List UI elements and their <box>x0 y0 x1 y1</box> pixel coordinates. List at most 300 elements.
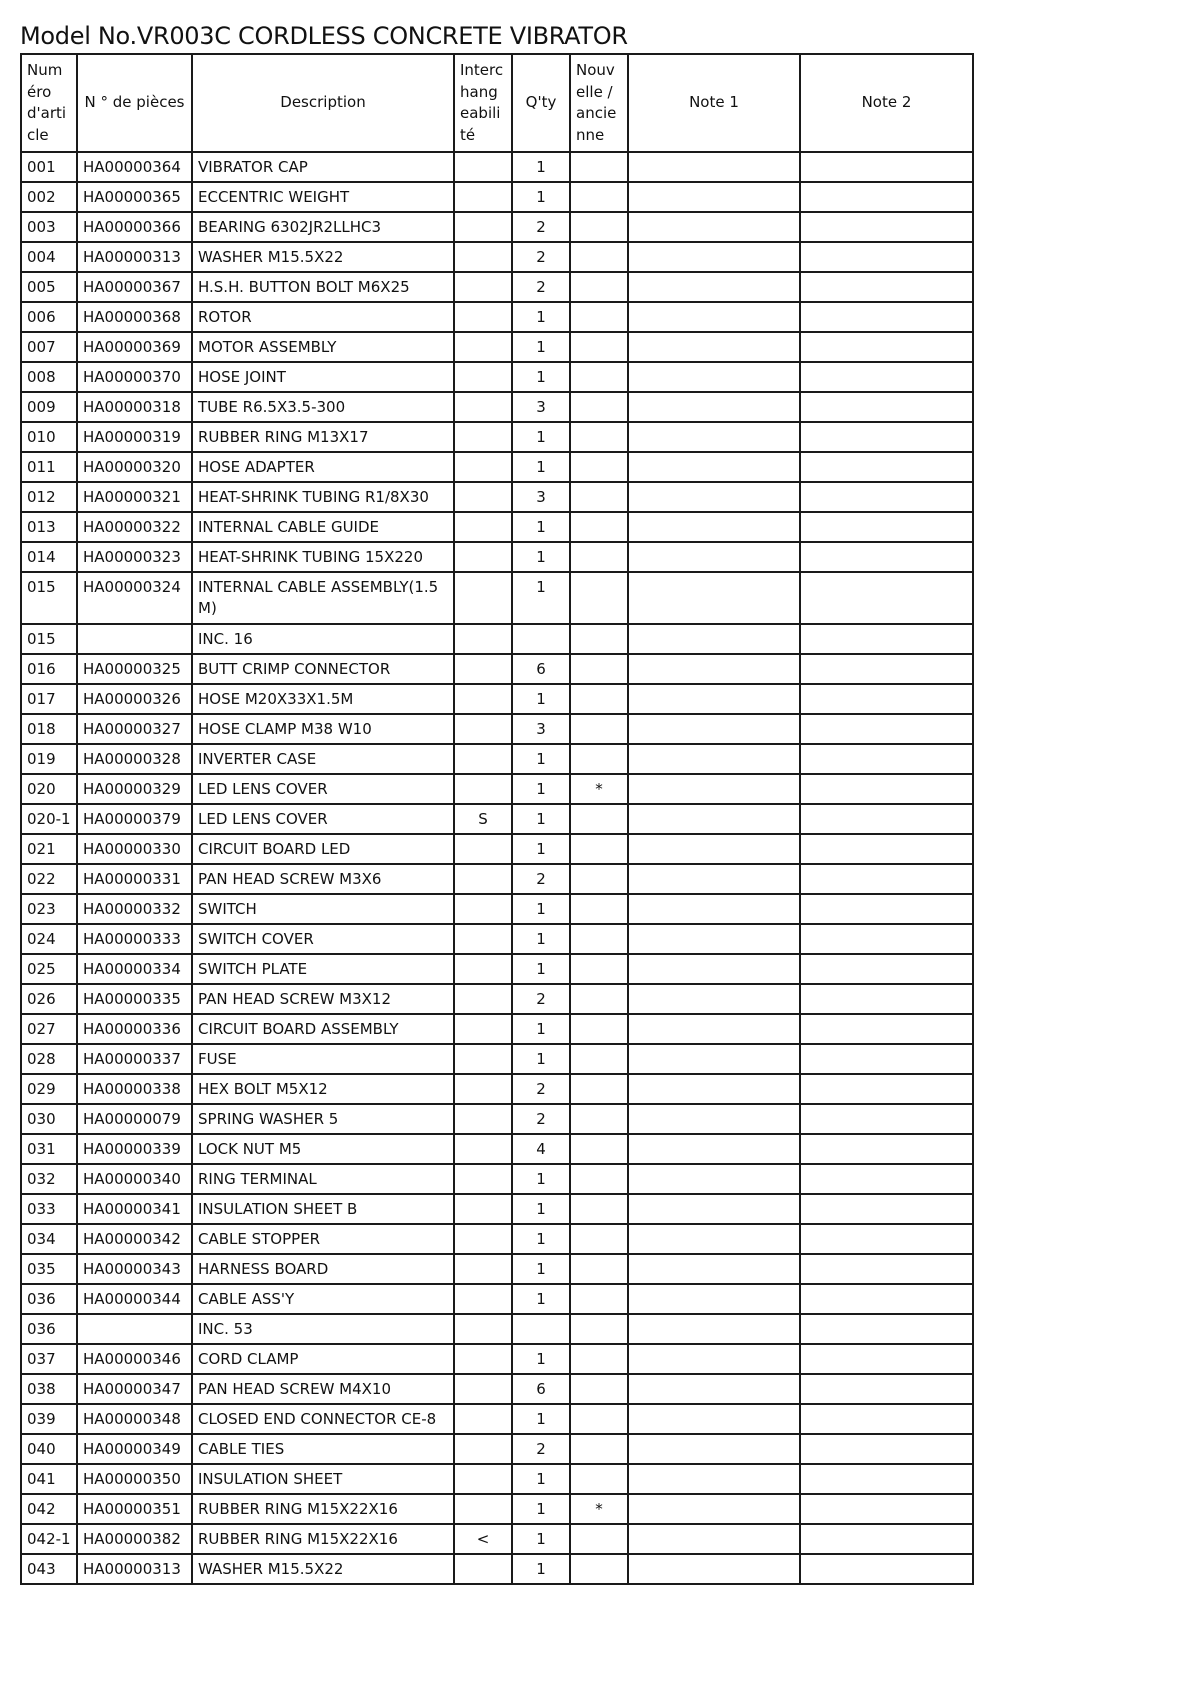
cell-item-number: 031 <box>21 1134 77 1164</box>
cell-interchangeability <box>454 1044 512 1074</box>
cell-note-2 <box>800 512 973 542</box>
cell-new-old <box>570 302 628 332</box>
cell-new-old <box>570 242 628 272</box>
cell-description: SPRING WASHER 5 <box>192 1104 454 1134</box>
cell-note-1 <box>628 212 800 242</box>
cell-note-2 <box>800 272 973 302</box>
cell-quantity: 2 <box>512 864 570 894</box>
cell-part-number: HA00000323 <box>77 542 192 572</box>
cell-item-number: 011 <box>21 452 77 482</box>
cell-quantity: 2 <box>512 212 570 242</box>
table-row <box>21 1404 973 1434</box>
cell-note-2 <box>800 482 973 512</box>
cell-note-1 <box>628 624 800 654</box>
table-row <box>21 1554 973 1584</box>
table-body <box>21 152 973 1584</box>
cell-note-2 <box>800 624 973 654</box>
cell-note-1 <box>628 1464 800 1494</box>
cell-item-number: 035 <box>21 1254 77 1284</box>
header-part-number: N ° de pièces <box>77 54 192 152</box>
cell-note-1 <box>628 482 800 512</box>
cell-note-2 <box>800 1224 973 1254</box>
cell-note-2 <box>800 1314 973 1344</box>
document-title: Model No.VR003C CORDLESS CONCRETE VIBRATOR <box>20 22 628 50</box>
cell-item-number: 032 <box>21 1164 77 1194</box>
cell-quantity: 1 <box>512 1524 570 1554</box>
cell-item-number: 030 <box>21 1104 77 1134</box>
cell-interchangeability <box>454 714 512 744</box>
cell-note-2 <box>800 542 973 572</box>
cell-new-old <box>570 1194 628 1224</box>
cell-note-2 <box>800 1044 973 1074</box>
cell-new-old <box>570 1524 628 1554</box>
cell-note-2 <box>800 182 973 212</box>
cell-interchangeability <box>454 572 512 624</box>
cell-description: HEX BOLT M5X12 <box>192 1074 454 1104</box>
cell-part-number: HA00000079 <box>77 1104 192 1134</box>
cell-item-number: 016 <box>21 654 77 684</box>
cell-description: INSULATION SHEET B <box>192 1194 454 1224</box>
cell-new-old <box>570 834 628 864</box>
cell-part-number: HA00000349 <box>77 1434 192 1464</box>
cell-interchangeability <box>454 452 512 482</box>
cell-interchangeability <box>454 542 512 572</box>
cell-new-old <box>570 152 628 182</box>
cell-new-old <box>570 362 628 392</box>
cell-new-old <box>570 1434 628 1464</box>
cell-description: HARNESS BOARD <box>192 1254 454 1284</box>
header-note-2: Note 2 <box>800 54 973 152</box>
table-row <box>21 1014 973 1044</box>
cell-description: CIRCUIT BOARD ASSEMBLY <box>192 1014 454 1044</box>
cell-note-1 <box>628 654 800 684</box>
cell-item-number: 017 <box>21 684 77 714</box>
cell-new-old <box>570 984 628 1014</box>
table-row <box>21 1134 973 1164</box>
cell-note-1 <box>628 864 800 894</box>
cell-part-number: HA00000366 <box>77 212 192 242</box>
cell-new-old <box>570 624 628 654</box>
table-row <box>21 804 973 834</box>
cell-part-number: HA00000382 <box>77 1524 192 1554</box>
cell-part-number: HA00000337 <box>77 1044 192 1074</box>
cell-quantity: 1 <box>512 804 570 834</box>
cell-quantity <box>512 1314 570 1344</box>
cell-description: INC. 16 <box>192 624 454 654</box>
table-row <box>21 1314 973 1344</box>
cell-quantity: 1 <box>512 924 570 954</box>
cell-item-number: 003 <box>21 212 77 242</box>
table-row <box>21 1524 973 1554</box>
cell-note-2 <box>800 894 973 924</box>
cell-note-1 <box>628 1434 800 1464</box>
cell-interchangeability <box>454 422 512 452</box>
cell-part-number: HA00000351 <box>77 1494 192 1524</box>
cell-description: CIRCUIT BOARD LED <box>192 834 454 864</box>
cell-note-1 <box>628 1524 800 1554</box>
cell-quantity: 1 <box>512 834 570 864</box>
cell-quantity: 1 <box>512 1254 570 1284</box>
cell-interchangeability <box>454 1104 512 1134</box>
cell-new-old: * <box>570 1494 628 1524</box>
cell-note-1 <box>628 392 800 422</box>
cell-quantity: 1 <box>512 1554 570 1584</box>
table-row <box>21 542 973 572</box>
cell-new-old <box>570 212 628 242</box>
cell-part-number <box>77 624 192 654</box>
cell-new-old <box>570 542 628 572</box>
cell-quantity: 1 <box>512 894 570 924</box>
cell-part-number: HA00000370 <box>77 362 192 392</box>
cell-part-number: HA00000336 <box>77 1014 192 1044</box>
cell-part-number: HA00000379 <box>77 804 192 834</box>
cell-interchangeability <box>454 1554 512 1584</box>
cell-interchangeability <box>454 1134 512 1164</box>
cell-note-2 <box>800 1464 973 1494</box>
cell-item-number: 040 <box>21 1434 77 1464</box>
cell-quantity: 1 <box>512 1194 570 1224</box>
cell-note-2 <box>800 362 973 392</box>
cell-note-1 <box>628 152 800 182</box>
table-row <box>21 654 973 684</box>
cell-item-number: 015 <box>21 624 77 654</box>
header-note-1: Note 1 <box>628 54 800 152</box>
cell-item-number: 039 <box>21 1404 77 1434</box>
cell-note-2 <box>800 984 973 1014</box>
cell-item-number: 038 <box>21 1374 77 1404</box>
cell-description: HOSE JOINT <box>192 362 454 392</box>
cell-quantity: 1 <box>512 1284 570 1314</box>
cell-part-number: HA00000322 <box>77 512 192 542</box>
table-row <box>21 864 973 894</box>
cell-note-1 <box>628 1224 800 1254</box>
cell-note-2 <box>800 1014 973 1044</box>
cell-description: CABLE ASS'Y <box>192 1284 454 1314</box>
cell-new-old <box>570 1224 628 1254</box>
cell-note-1 <box>628 1254 800 1284</box>
cell-note-1 <box>628 1314 800 1344</box>
cell-item-number: 033 <box>21 1194 77 1224</box>
cell-interchangeability <box>454 954 512 984</box>
cell-description: ROTOR <box>192 302 454 332</box>
table-row <box>21 1284 973 1314</box>
cell-quantity: 3 <box>512 392 570 422</box>
cell-part-number: HA00000313 <box>77 242 192 272</box>
cell-description: HOSE CLAMP M38 W10 <box>192 714 454 744</box>
cell-part-number: HA00000367 <box>77 272 192 302</box>
cell-new-old <box>570 392 628 422</box>
table-row <box>21 774 973 804</box>
cell-interchangeability <box>454 834 512 864</box>
cell-note-2 <box>800 1524 973 1554</box>
cell-description: PAN HEAD SCREW M3X6 <box>192 864 454 894</box>
cell-description: SWITCH PLATE <box>192 954 454 984</box>
table-row <box>21 302 973 332</box>
cell-new-old <box>570 1284 628 1314</box>
cell-description: ECCENTRIC WEIGHT <box>192 182 454 212</box>
cell-item-number: 012 <box>21 482 77 512</box>
table-row <box>21 1344 973 1374</box>
cell-interchangeability <box>454 684 512 714</box>
table-row <box>21 954 973 984</box>
cell-part-number: HA00000346 <box>77 1344 192 1374</box>
cell-part-number: HA00000327 <box>77 714 192 744</box>
cell-item-number: 018 <box>21 714 77 744</box>
header-quantity: Q'ty <box>512 54 570 152</box>
cell-part-number: HA00000331 <box>77 864 192 894</box>
cell-note-2 <box>800 684 973 714</box>
cell-quantity: 1 <box>512 542 570 572</box>
cell-note-1 <box>628 1134 800 1164</box>
cell-interchangeability <box>454 212 512 242</box>
cell-description: CORD CLAMP <box>192 1344 454 1374</box>
cell-new-old <box>570 1554 628 1584</box>
cell-description: MOTOR ASSEMBLY <box>192 332 454 362</box>
cell-item-number: 001 <box>21 152 77 182</box>
cell-note-2 <box>800 654 973 684</box>
cell-quantity: 1 <box>512 452 570 482</box>
table-row <box>21 624 973 654</box>
cell-part-number: HA00000344 <box>77 1284 192 1314</box>
cell-note-1 <box>628 512 800 542</box>
cell-item-number: 036 <box>21 1284 77 1314</box>
cell-note-2 <box>800 1494 973 1524</box>
cell-note-1 <box>628 542 800 572</box>
cell-interchangeability <box>454 1314 512 1344</box>
cell-new-old <box>570 924 628 954</box>
cell-note-1 <box>628 302 800 332</box>
cell-description: HOSE M20X33X1.5M <box>192 684 454 714</box>
cell-item-number: 020-1 <box>21 804 77 834</box>
cell-new-old <box>570 1374 628 1404</box>
cell-item-number: 036 <box>21 1314 77 1344</box>
table-row <box>21 714 973 744</box>
cell-note-1 <box>628 272 800 302</box>
cell-part-number: HA00000326 <box>77 684 192 714</box>
cell-quantity: 1 <box>512 684 570 714</box>
cell-item-number: 034 <box>21 1224 77 1254</box>
cell-note-1 <box>628 1344 800 1374</box>
cell-description: H.S.H. BUTTON BOLT M6X25 <box>192 272 454 302</box>
cell-note-1 <box>628 1554 800 1584</box>
cell-note-1 <box>628 1494 800 1524</box>
cell-part-number <box>77 1314 192 1344</box>
cell-description: SWITCH <box>192 894 454 924</box>
header-interchangeability: Interchangeabilité <box>454 54 512 152</box>
cell-part-number: HA00000348 <box>77 1404 192 1434</box>
cell-part-number: HA00000320 <box>77 452 192 482</box>
cell-new-old <box>570 894 628 924</box>
header-description: Description <box>192 54 454 152</box>
table-row <box>21 924 973 954</box>
cell-part-number: HA00000341 <box>77 1194 192 1224</box>
cell-part-number: HA00000319 <box>77 422 192 452</box>
cell-item-number: 015 <box>21 572 77 624</box>
cell-interchangeability <box>454 1014 512 1044</box>
table-row <box>21 684 973 714</box>
cell-quantity: 1 <box>512 302 570 332</box>
cell-note-1 <box>628 1104 800 1134</box>
cell-quantity: 2 <box>512 984 570 1014</box>
cell-description: LOCK NUT M5 <box>192 1134 454 1164</box>
cell-item-number: 005 <box>21 272 77 302</box>
cell-note-1 <box>628 182 800 212</box>
cell-new-old <box>570 654 628 684</box>
cell-new-old <box>570 714 628 744</box>
cell-note-2 <box>800 1254 973 1284</box>
cell-new-old <box>570 1254 628 1284</box>
cell-item-number: 027 <box>21 1014 77 1044</box>
cell-interchangeability <box>454 864 512 894</box>
table-row <box>21 212 973 242</box>
cell-item-number: 013 <box>21 512 77 542</box>
cell-quantity: 1 <box>512 182 570 212</box>
cell-part-number: HA00000338 <box>77 1074 192 1104</box>
cell-part-number: HA00000333 <box>77 924 192 954</box>
cell-note-1 <box>628 984 800 1014</box>
header-new-old: Nouvelle / ancienne <box>570 54 628 152</box>
header-item-number: Numéro d'article <box>21 54 77 152</box>
cell-quantity: 1 <box>512 362 570 392</box>
cell-item-number: 042 <box>21 1494 77 1524</box>
cell-interchangeability <box>454 182 512 212</box>
cell-interchangeability <box>454 242 512 272</box>
cell-part-number: HA00000368 <box>77 302 192 332</box>
cell-description: INC. 53 <box>192 1314 454 1344</box>
cell-quantity: 1 <box>512 1164 570 1194</box>
cell-interchangeability <box>454 744 512 774</box>
cell-note-1 <box>628 1044 800 1074</box>
cell-note-2 <box>800 744 973 774</box>
cell-part-number: HA00000324 <box>77 572 192 624</box>
cell-new-old <box>570 1314 628 1344</box>
table-row <box>21 182 973 212</box>
cell-description: TUBE R6.5X3.5-300 <box>192 392 454 422</box>
cell-part-number: HA00000332 <box>77 894 192 924</box>
cell-interchangeability <box>454 1344 512 1374</box>
table-row <box>21 272 973 302</box>
cell-interchangeability: S <box>454 804 512 834</box>
table-row <box>21 512 973 542</box>
table-row <box>21 1104 973 1134</box>
cell-quantity: 6 <box>512 1374 570 1404</box>
cell-note-2 <box>800 332 973 362</box>
table-row <box>21 744 973 774</box>
cell-interchangeability <box>454 1464 512 1494</box>
cell-description: BEARING 6302JR2LLHC3 <box>192 212 454 242</box>
table-row <box>21 572 973 624</box>
cell-note-1 <box>628 744 800 774</box>
cell-quantity: 1 <box>512 1224 570 1254</box>
cell-part-number: HA00000343 <box>77 1254 192 1284</box>
table-row <box>21 1074 973 1104</box>
table-row <box>21 422 973 452</box>
cell-description: LED LENS COVER <box>192 774 454 804</box>
cell-part-number: HA00000340 <box>77 1164 192 1194</box>
cell-quantity <box>512 624 570 654</box>
cell-note-1 <box>628 1374 800 1404</box>
cell-note-1 <box>628 834 800 864</box>
cell-note-1 <box>628 924 800 954</box>
cell-interchangeability <box>454 512 512 542</box>
cell-new-old <box>570 272 628 302</box>
cell-new-old <box>570 684 628 714</box>
cell-item-number: 037 <box>21 1344 77 1374</box>
cell-interchangeability <box>454 654 512 684</box>
cell-new-old <box>570 744 628 774</box>
table-row <box>21 1164 973 1194</box>
cell-note-2 <box>800 954 973 984</box>
cell-item-number: 007 <box>21 332 77 362</box>
cell-note-2 <box>800 834 973 864</box>
cell-note-2 <box>800 452 973 482</box>
cell-note-2 <box>800 1074 973 1104</box>
cell-part-number: HA00000325 <box>77 654 192 684</box>
cell-description: HOSE ADAPTER <box>192 452 454 482</box>
cell-new-old <box>570 482 628 512</box>
cell-new-old <box>570 452 628 482</box>
table-row <box>21 1194 973 1224</box>
table-row <box>21 1374 973 1404</box>
cell-quantity: 1 <box>512 954 570 984</box>
cell-interchangeability <box>454 1194 512 1224</box>
cell-part-number: HA00000350 <box>77 1464 192 1494</box>
cell-note-1 <box>628 1194 800 1224</box>
cell-quantity: 6 <box>512 654 570 684</box>
cell-part-number: HA00000347 <box>77 1374 192 1404</box>
cell-new-old <box>570 1074 628 1104</box>
cell-description: BUTT CRIMP CONNECTOR <box>192 654 454 684</box>
cell-item-number: 025 <box>21 954 77 984</box>
cell-interchangeability <box>454 924 512 954</box>
cell-new-old <box>570 1044 628 1074</box>
cell-note-2 <box>800 302 973 332</box>
cell-note-1 <box>628 1074 800 1104</box>
cell-quantity: 4 <box>512 1134 570 1164</box>
table-row <box>21 242 973 272</box>
cell-note-1 <box>628 422 800 452</box>
cell-description: RING TERMINAL <box>192 1164 454 1194</box>
cell-quantity: 1 <box>512 152 570 182</box>
cell-item-number: 002 <box>21 182 77 212</box>
cell-part-number: HA00000339 <box>77 1134 192 1164</box>
cell-interchangeability <box>454 362 512 392</box>
cell-part-number: HA00000328 <box>77 744 192 774</box>
cell-quantity: 1 <box>512 774 570 804</box>
cell-quantity: 1 <box>512 1014 570 1044</box>
table-row <box>21 1224 973 1254</box>
cell-note-2 <box>800 1194 973 1224</box>
cell-note-2 <box>800 212 973 242</box>
cell-note-2 <box>800 1374 973 1404</box>
cell-part-number: HA00000369 <box>77 332 192 362</box>
cell-description: WASHER M15.5X22 <box>192 242 454 272</box>
cell-description: CABLE STOPPER <box>192 1224 454 1254</box>
cell-interchangeability <box>454 1404 512 1434</box>
cell-note-1 <box>628 894 800 924</box>
cell-note-1 <box>628 804 800 834</box>
cell-item-number: 026 <box>21 984 77 1014</box>
cell-interchangeability <box>454 152 512 182</box>
cell-description: PAN HEAD SCREW M4X10 <box>192 1374 454 1404</box>
cell-description: LED LENS COVER <box>192 804 454 834</box>
cell-quantity: 2 <box>512 1434 570 1464</box>
cell-note-2 <box>800 572 973 624</box>
cell-item-number: 023 <box>21 894 77 924</box>
cell-quantity: 1 <box>512 1494 570 1524</box>
cell-quantity: 1 <box>512 422 570 452</box>
cell-note-2 <box>800 1434 973 1464</box>
